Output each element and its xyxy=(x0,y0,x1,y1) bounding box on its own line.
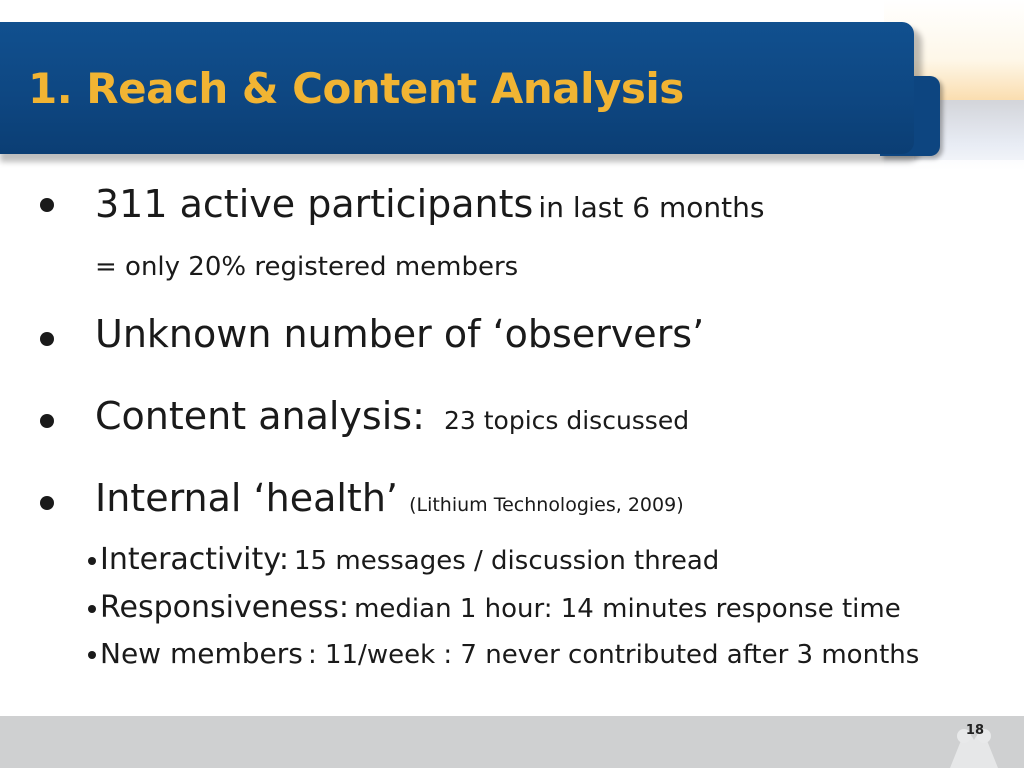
sub-bullet-main: Responsiveness: xyxy=(100,590,350,625)
bullet-dot xyxy=(40,414,54,428)
bullet-main: Unknown number of ‘observers’ xyxy=(95,312,705,356)
sub-bullet-dot xyxy=(88,557,96,565)
bullet-text xyxy=(95,182,764,226)
sub-bullet-detail: : 11/week : 7 never contributed after 3 months xyxy=(307,640,920,670)
bullet-subline: = only 20% registered members xyxy=(95,252,519,282)
sub-bullet-main: New members xyxy=(100,637,303,670)
bullet-detail: 23 topics discussed xyxy=(443,406,690,435)
sub-bullet-dot xyxy=(88,651,96,659)
bullet-main: Internal ‘health’ xyxy=(95,476,398,520)
sub-bullet-item xyxy=(88,637,919,670)
sub-bullet-main: Interactivity: xyxy=(100,542,289,577)
bullet-text xyxy=(95,476,684,520)
sub-bullet-detail: median 1 hour: 14 minutes response time xyxy=(354,594,901,624)
bullet-dot xyxy=(40,496,54,510)
bullet-dot xyxy=(40,332,54,346)
footer-bar xyxy=(0,716,1024,768)
sub-bullet-dot xyxy=(88,605,96,613)
slide-title: 1. Reach & Content Analysis xyxy=(28,64,684,113)
sub-bullet-detail: 15 messages / discussion thread xyxy=(294,546,720,576)
bullet-dot xyxy=(40,198,54,212)
bullet-citation: (Lithium Technologies, 2009) xyxy=(409,494,684,516)
bullet-main: 311 active participants xyxy=(95,182,534,226)
bullet-main: Content analysis: xyxy=(95,394,425,438)
sub-bullet-item xyxy=(88,542,719,577)
page-number: 18 xyxy=(965,723,984,738)
sub-bullet-item xyxy=(88,590,901,625)
bullet-detail: in last 6 months xyxy=(538,191,765,224)
bullet-text xyxy=(95,394,689,438)
